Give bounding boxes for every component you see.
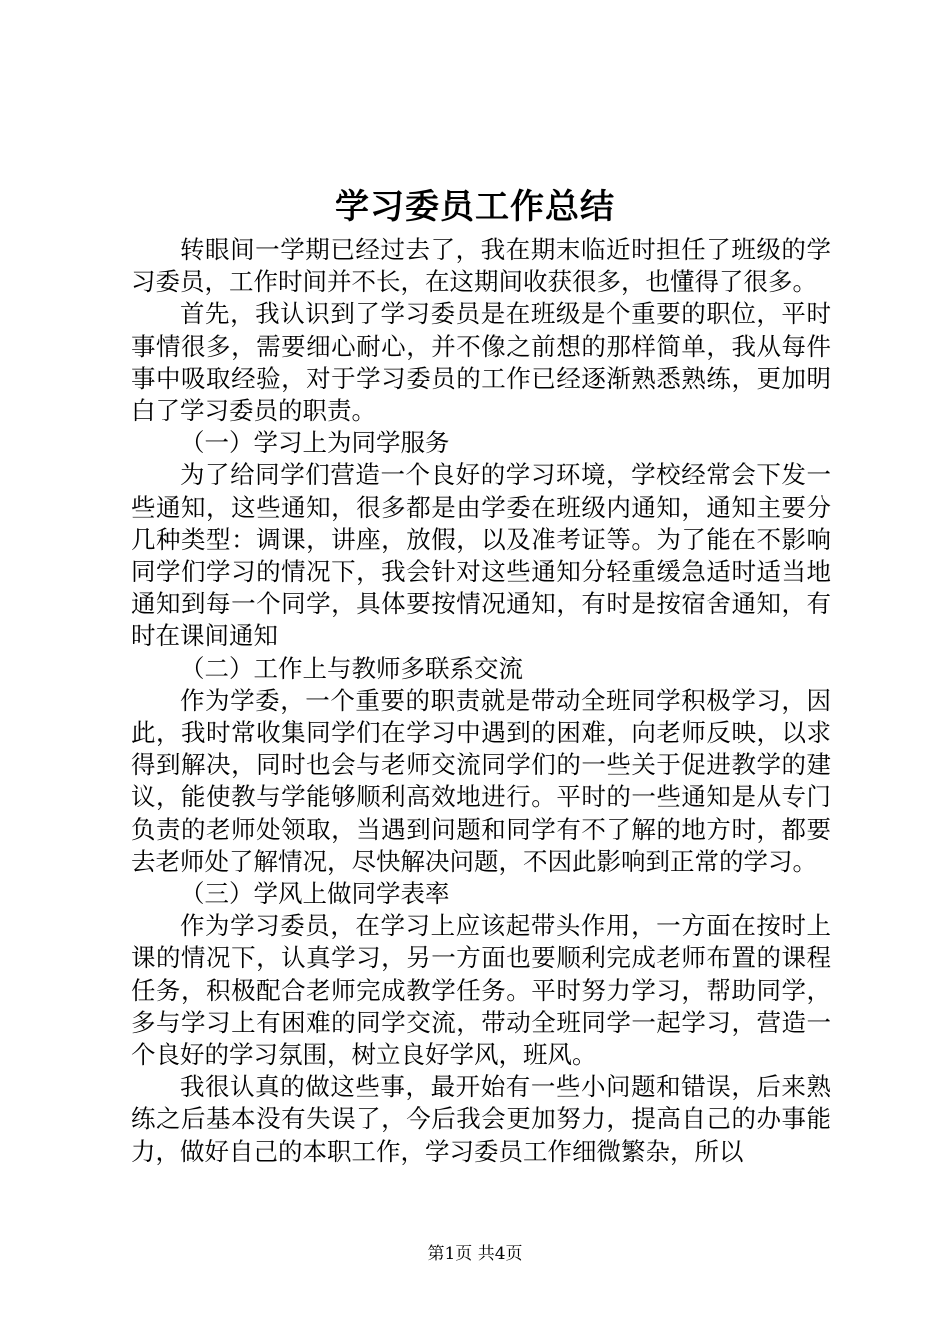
page-footer: 第1页 共4页 <box>427 1244 523 1264</box>
document-title: 学习委员工作总结 <box>335 187 615 227</box>
paragraph-intro: 转眼间一学期已经过去了，我在期末临近时担任了班级的学习委员，工作时间并不长，在这期间收获很多，也懂得了很多。 <box>131 235 831 297</box>
section-heading-2: （二）工作上与教师多联系交流 <box>180 653 523 683</box>
paragraph-section-2: 作为学委，一个重要的职责就是带动全班同学积极学习，因此，我时常收集同学们在学习中遇到的困难，向老师反映，以求得到解决，同时也会与老师交流同学们的一些关于促进教学的建议，能使教与学能够顺利高效地进行。平时的一些通知是从专门负责的老师处领取，当遇到问题和同学有不了解的地方时，都要去老师处了解情况，尽快解决问题，不因此影响到正常的学习。 <box>131 685 831 876</box>
document-body <box>131 234 831 1168</box>
section-heading-3: （三）学风上做同学表率 <box>180 879 450 909</box>
section-heading-1: （一）学习上为同学服务 <box>180 428 450 458</box>
paragraph-section-1: 为了给同学们营造一个良好的学习环境，学校经常会下发一些通知，这些通知，很多都是由学委在班级内通知，通知主要分几种类型：调课，讲座，放假，以及准考证等。为了能在不影响同学们学习的情况下，我会针对这些通知分轻重缓急适时适当地通知到每一个同学，具体要按情况通知，有时是按宿舍通知，有时在课间通知 <box>131 460 831 651</box>
paragraph-closing: 我很认真的做这些事，最开始有一些小问题和错误，后来熟练之后基本没有失误了，今后我会更加努力，提高自己的办事能力，做好自己的本职工作，学习委员工作细微繁杂，所以 <box>131 1072 831 1166</box>
paragraph-first: 首先，我认识到了学习委员是在班级是个重要的职位，平时事情很多，需要细心耐心，并不像之前想的那样简单，我从每件事中吸取经验，对于学习委员的工作已经逐渐熟悉熟练，更加明白了学习委员的职责。 <box>131 299 831 426</box>
paragraph-section-3: 作为学习委员，在学习上应该起带头作用，一方面在按时上课的情况下，认真学习，另一方面也要顺利完成老师布置的课程任务，积极配合老师完成教学任务。平时努力学习，帮助同学，多与学习上有困难的同学交流，带动全班同学一起学习，营造一个良好的学习氛围，树立良好学风，班风。 <box>131 911 831 1070</box>
